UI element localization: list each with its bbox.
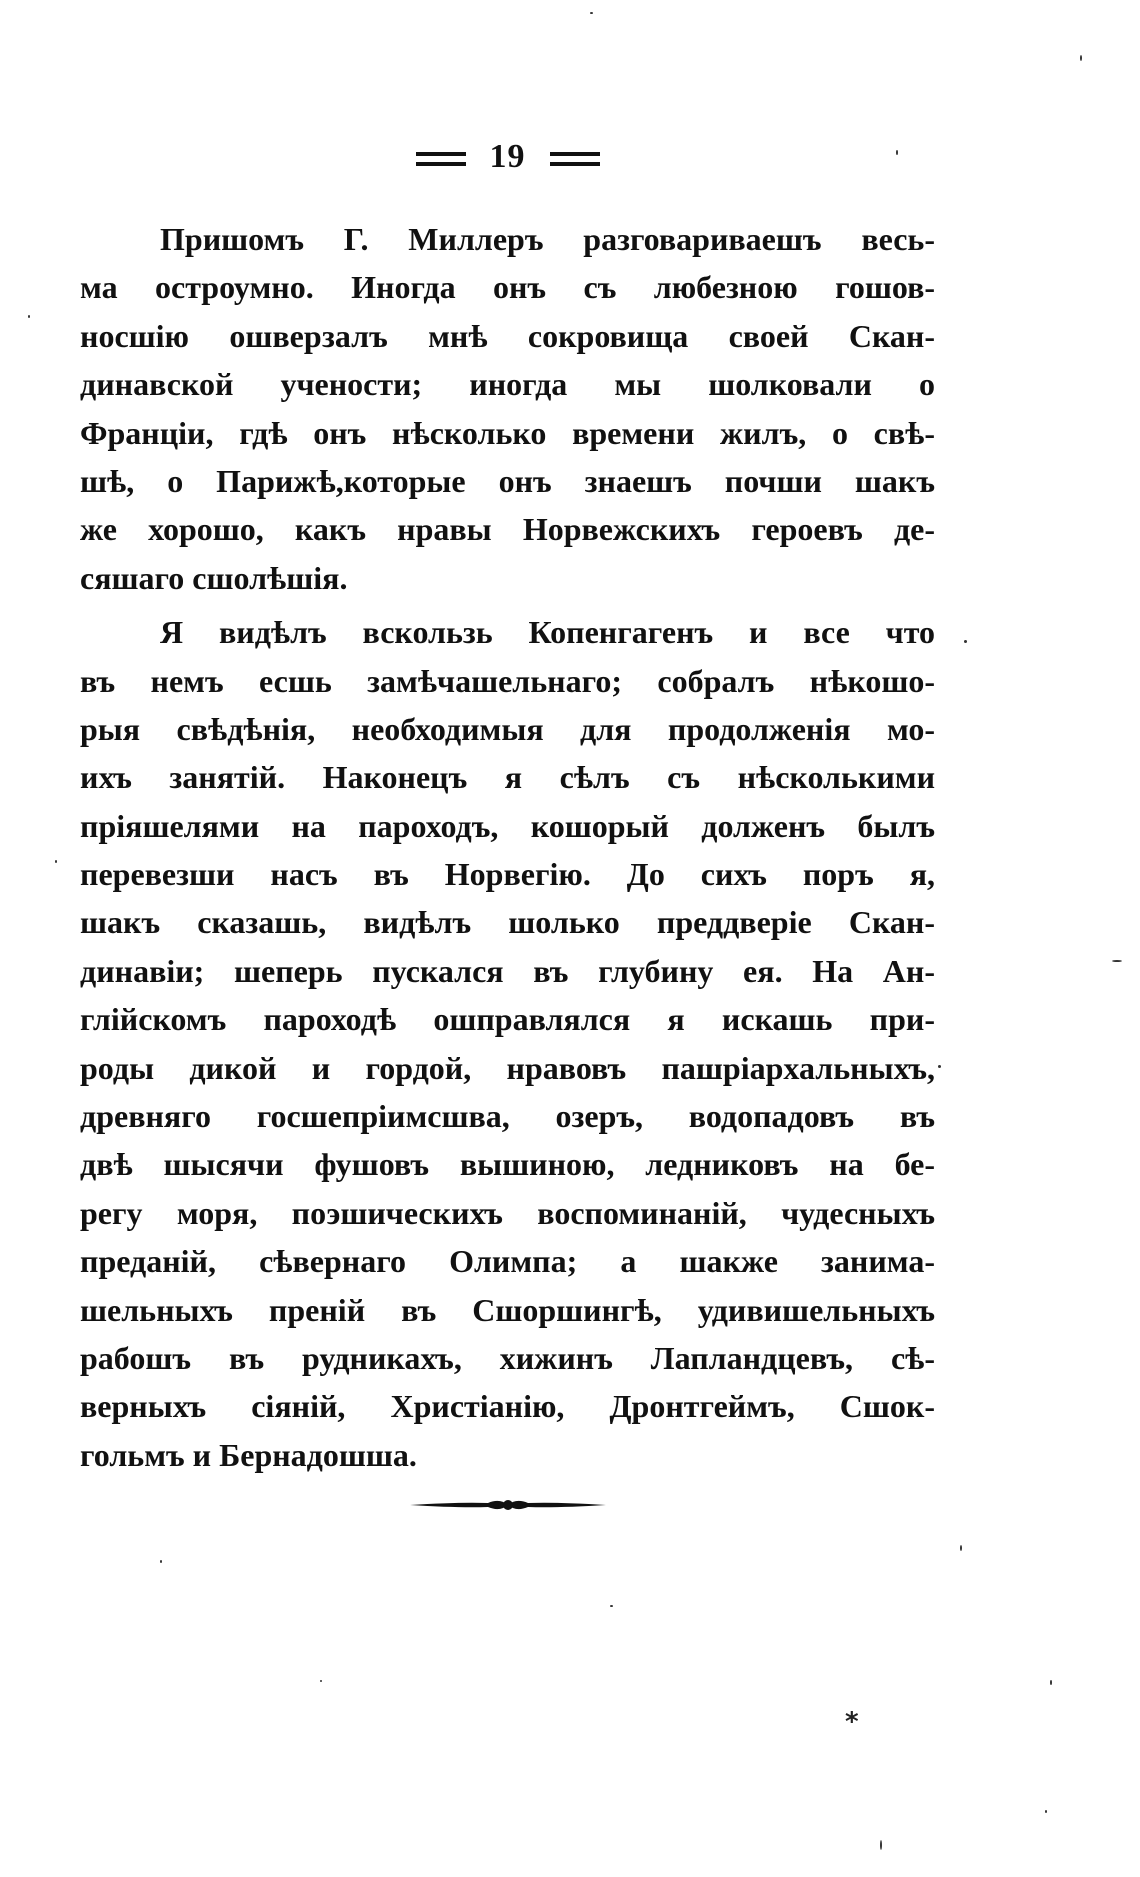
header-rule-left bbox=[416, 152, 466, 166]
text-line: глійскомъ пароходѣ ошправлялся я искашь при- bbox=[80, 1001, 935, 1038]
page-number: 19 bbox=[489, 138, 526, 175]
text-line: Я видѣлъ вскользь Копенгагенъ и все что bbox=[160, 614, 935, 651]
text-line: же хорошо, какъ нравы Норвежскихъ героевъ де- bbox=[80, 511, 935, 548]
paragraph-1 bbox=[80, 215, 935, 602]
text-line: сяшаго сшолѣшія. bbox=[80, 559, 348, 596]
text-line: ихъ занятій. Наконецъ я сѣлъ съ нѣсколькими bbox=[80, 759, 935, 796]
text-line: пріяшелями на пароходъ, кошорый долженъ былъ bbox=[80, 807, 935, 844]
header-rule-right bbox=[550, 152, 600, 166]
text-line: ма остроумно. Иногда онъ съ любезною гошов- bbox=[80, 269, 935, 306]
text-line: шакъ сказашь, видѣлъ шолько преддверіе Скан- bbox=[80, 904, 935, 941]
paragraph-2 bbox=[80, 608, 935, 1479]
text-line: рыя свѣдѣнія, необходимыя для продолженія мо- bbox=[80, 710, 935, 747]
text-line: гольмъ и Бернадошша. bbox=[80, 1436, 417, 1473]
text-line: преданій, сѣвернаго Олимпа; а шакже занима- bbox=[80, 1243, 935, 1280]
text-line: перевезши насъ въ Норвегію. До сихъ поръ я, bbox=[80, 856, 935, 893]
text-line: носшію ошверзалъ мнѣ сокровища своей Скан- bbox=[80, 317, 935, 354]
text-line: шѣ, о Парижѣ,которые онъ знаешъ почши шакъ bbox=[80, 462, 935, 499]
text-line: двѣ шысячи фушовъ вышиною, ледниковъ на бе- bbox=[80, 1146, 935, 1183]
text-line: роды дикой и гордой, нравовъ пашріархальныхъ, bbox=[80, 1049, 935, 1086]
text-line: динавской учености; иногда мы шолковали о bbox=[80, 366, 935, 403]
text-line: шельныхъ преній въ Сшоршингѣ, удивишельныхъ bbox=[80, 1291, 935, 1328]
text-line: Франціи, гдѣ онъ нѣсколько времени жилъ, о свѣ- bbox=[80, 414, 935, 451]
text-line: динавіи; шеперь пускался въ глубину ея. На Ан- bbox=[80, 952, 935, 989]
text-line: регу моря, поэшическихъ воспоминаній, чудесныхъ bbox=[80, 1194, 935, 1231]
signature-mark: * bbox=[845, 1707, 859, 1737]
text-line: рабошъ въ рудникахъ, хижинъ Лапландцевъ, сѣ- bbox=[80, 1339, 935, 1376]
body-text bbox=[80, 215, 935, 1479]
page-header bbox=[0, 138, 1015, 176]
text-line: древняго госшепріимсшва, озеръ, водопадовъ въ bbox=[80, 1098, 935, 1135]
text-line: верныхъ сіяній, Христіанію, Дронтгеймъ, Сшок- bbox=[80, 1388, 935, 1425]
text-line: Пришомъ Г. Миллеръ разговариваешъ весь- bbox=[160, 221, 935, 257]
tailpiece-ornament-icon bbox=[408, 1494, 608, 1516]
text-line: въ немъ есшь замѣчашельнаго; собралъ нѣкошо- bbox=[80, 662, 935, 699]
